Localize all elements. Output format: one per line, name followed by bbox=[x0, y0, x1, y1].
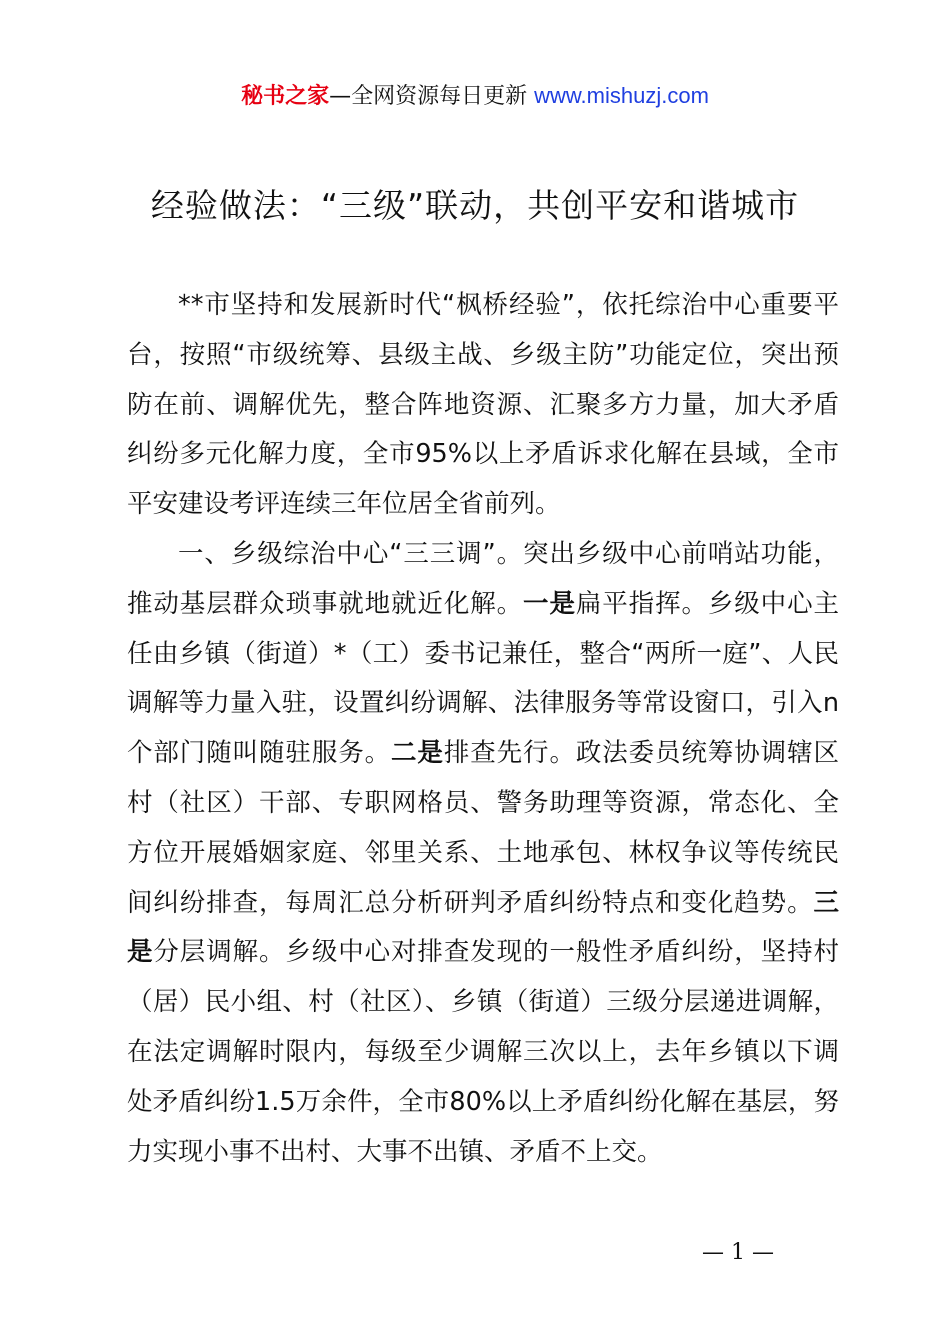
paragraph-section-one bbox=[127, 530, 839, 1177]
site-header bbox=[0, 80, 950, 113]
site-url-link[interactable]: www.mishuzj.com bbox=[534, 83, 709, 108]
point-three-label: 三是 bbox=[127, 887, 839, 968]
point-three-text: 分层调解。乡级中心对排查发现的一般性矛盾纠纷，坚持村（居）民小组、村（社区）、乡镇（街道）三级分层递进调解，在法定调解时限内，每级至少调解三次以上，去年乡镇以下调处矛盾纠纷1.5万余件，全市80%以上矛盾纠纷化解在基层，努力实现小事不出村、大事不出镇、矛盾不上交。 bbox=[127, 937, 839, 1167]
point-one-text: 扁平指挥。乡级中心主任由乡镇（街道）*（工）委书记兼任，整合“两所一庭”、人民调解等力量入驻，设置纠纷调解、法律服务等常设窗口，引入n个部门随叫随驻服务。 bbox=[127, 588, 839, 769]
paragraph-intro: **市坚持和发展新时代“枫桥经验”，依托综治中心重要平台，按照“市级统筹、县级主战、乡级主防”功能定位，突出预防在前、调解优先，整合阵地资源、汇聚多方力量，加大矛盾纠纷多元化解力度，全市95%以上矛盾诉求化解在县域，全市平安建设考评连续三年位居全省前列。 bbox=[127, 290, 839, 520]
document-title: 经验做法：“三级”联动，共创平安和谐城市 bbox=[150, 186, 800, 225]
document-body bbox=[127, 281, 839, 1177]
point-two-label: 二是 bbox=[391, 738, 444, 769]
point-one-label: 一是 bbox=[523, 588, 576, 619]
header-tagline: —全网资源每日更新 bbox=[329, 84, 535, 109]
section-one-intro: 一、乡级综治中心“三三调”。突出乡级中心前哨站功能，推动基层群众琐事就地就近化解。 bbox=[127, 538, 839, 619]
point-two-text: 排查先行。政法委员统筹协调辖区村（社区）干部、专职网格员、警务助理等资源，常态化、全方位开展婚姻家庭、邻里关系、土地承包、林权争议等传统民间纠纷排查，每周汇总分析研判矛盾纠纷特点和变化趋势。 bbox=[127, 738, 839, 918]
brand-name: 秘书之家 bbox=[241, 84, 330, 109]
page-number: — 1 — bbox=[702, 1240, 774, 1265]
